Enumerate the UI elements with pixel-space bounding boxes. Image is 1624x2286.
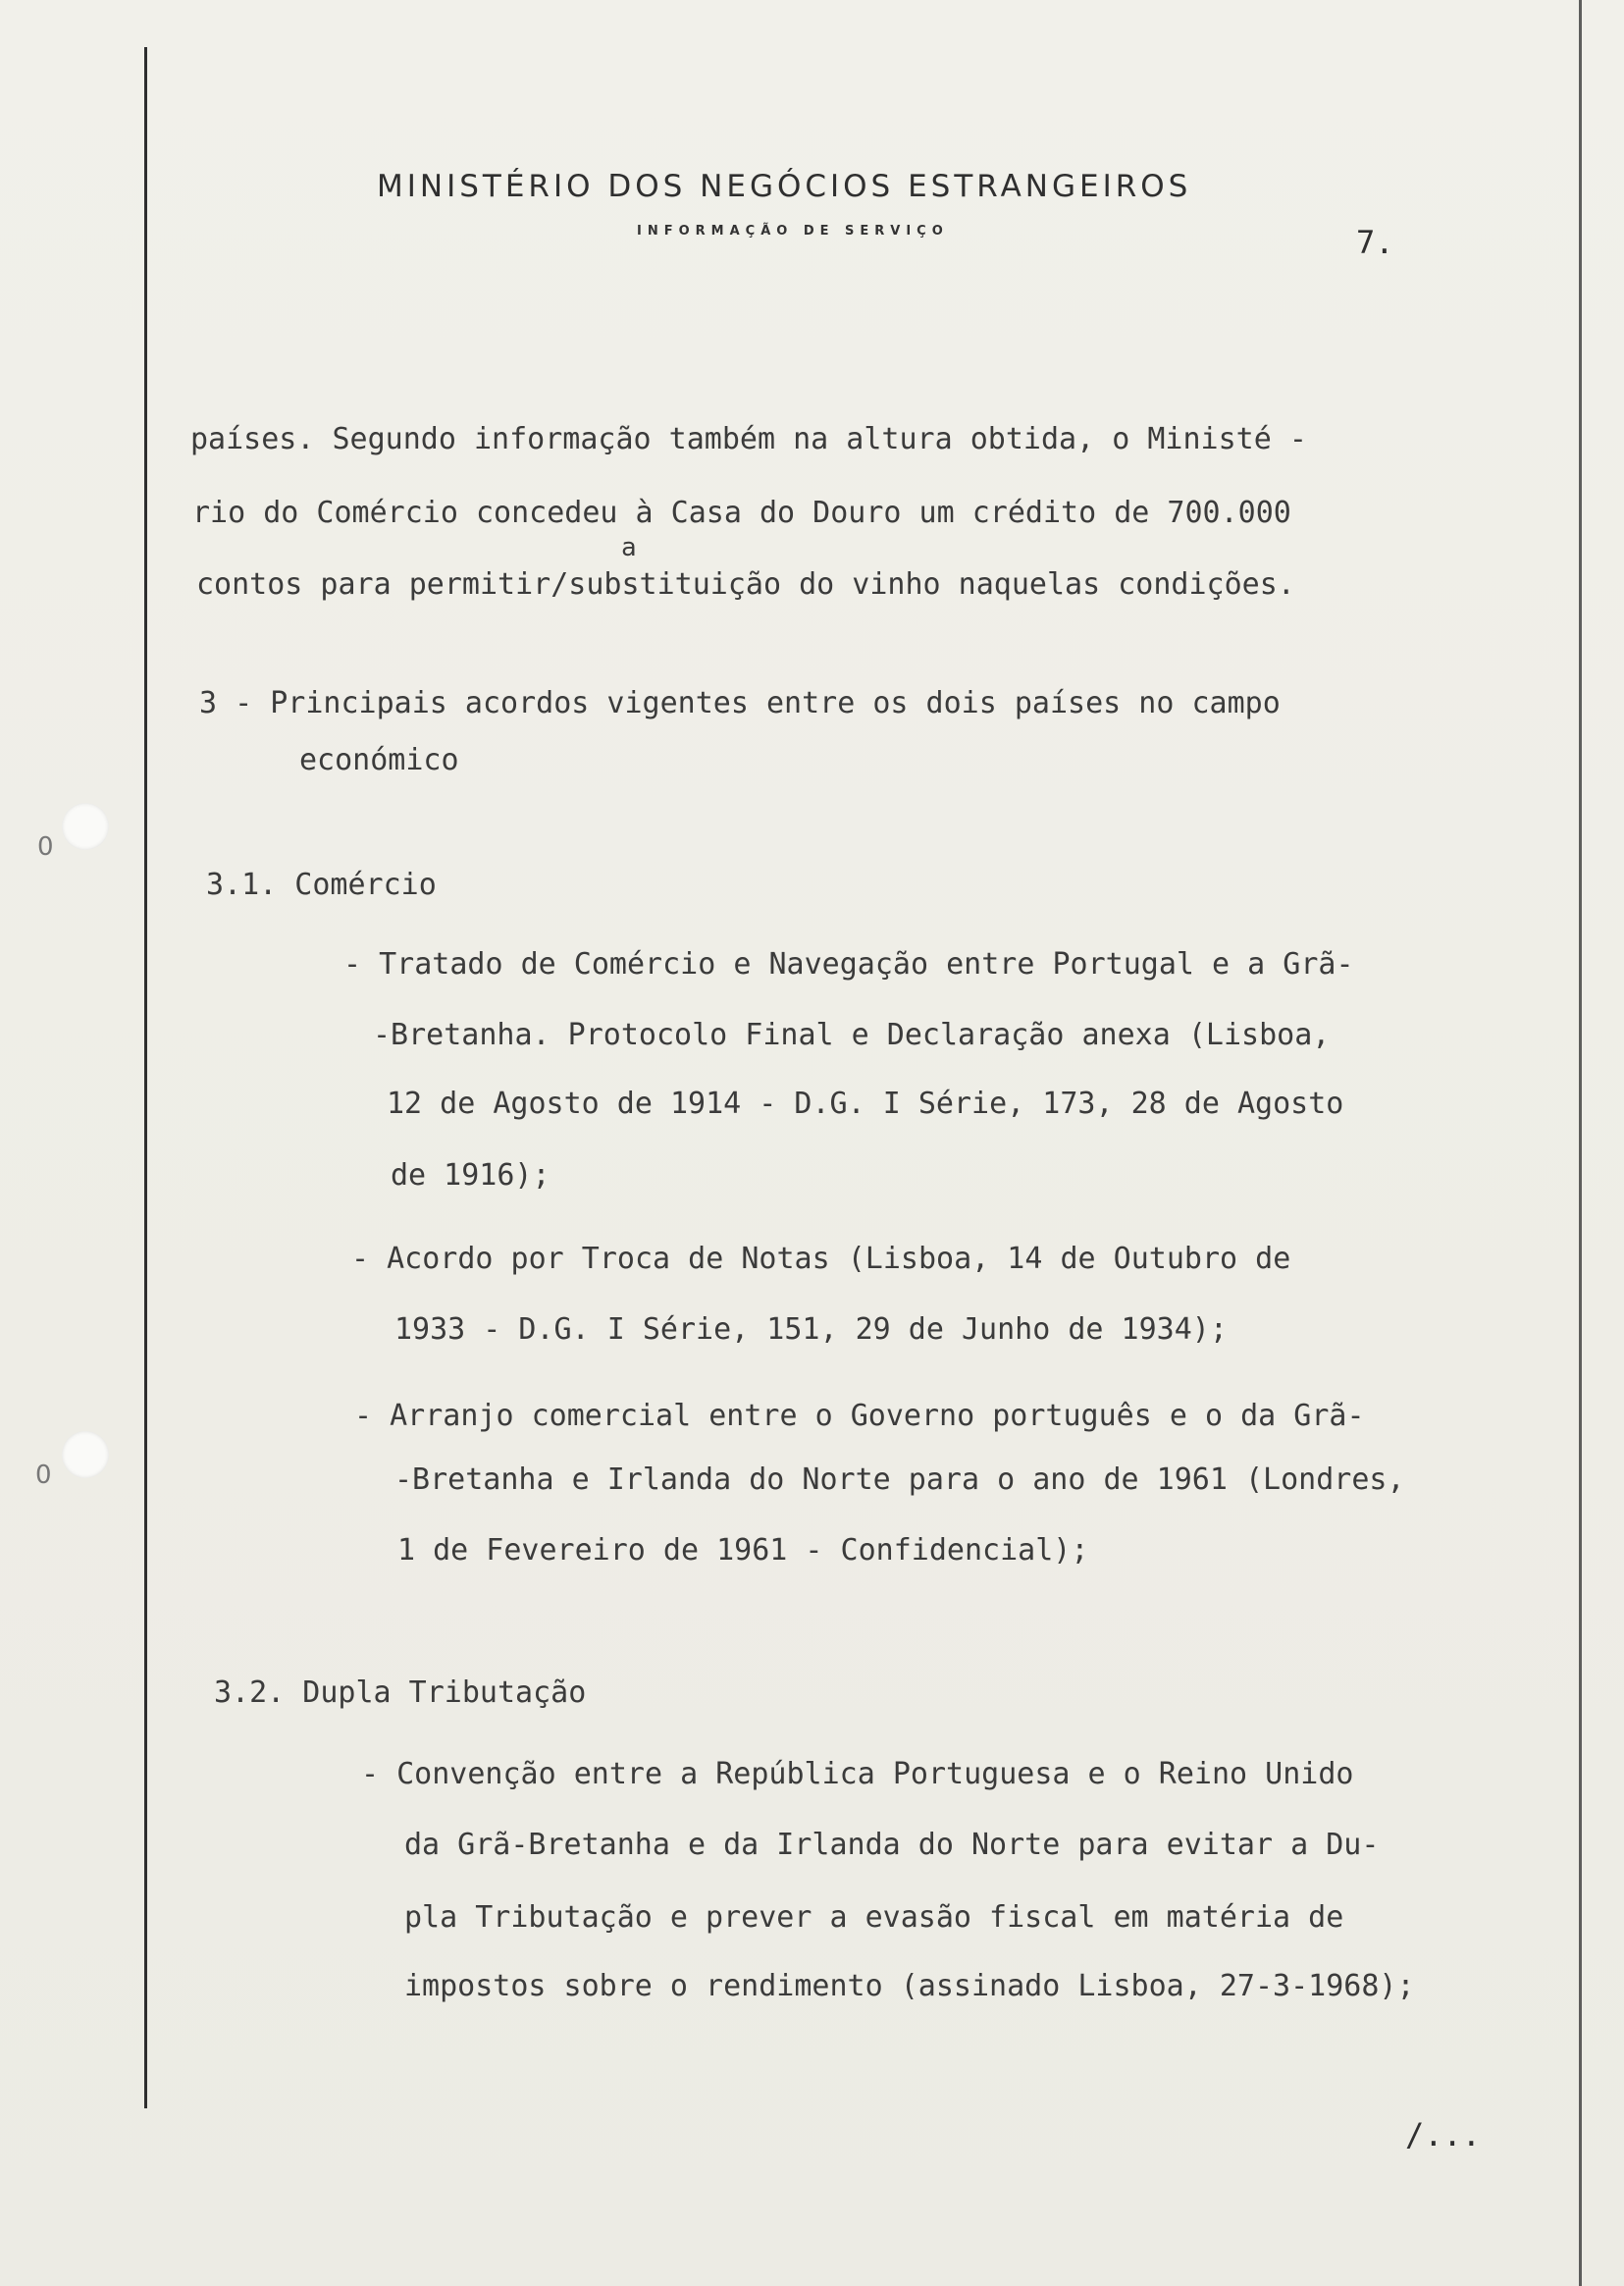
- item-3-2-a-line-1: - Convenção entre a República Portuguesa e o Reino Unido: [361, 1757, 1354, 1791]
- item-3-1-c-line-1: - Arranjo comercial entre o Governo português e o da Grã-: [354, 1399, 1365, 1433]
- item-3-2-a-line-4: impostos sobre o rendimento (assinado Lisboa, 27-3-1968);: [404, 1969, 1415, 2003]
- item-3-1-c-line-2: -Bretanha e Irlanda do Norte para o ano de 1961 (Londres,: [394, 1462, 1405, 1497]
- item-3-1-a-line-1: - Tratado de Comércio e Navegação entre Portugal e a Grã-: [343, 947, 1354, 982]
- hole-mark-bottom: 0: [35, 1461, 52, 1490]
- intro-line-2: rio do Comércio concedeu à Casa do Douro um crédito de 700.000: [192, 496, 1291, 530]
- punch-hole-top: [62, 803, 109, 850]
- section-3-1-heading: 3.1. Comércio: [206, 868, 437, 902]
- item-3-2-a-line-3: pla Tributação e prever a evasão fiscal em matéria de: [404, 1900, 1344, 1935]
- item-3-1-b-line-1: - Acordo por Troca de Notas (Lisboa, 14 de Outubro de: [351, 1242, 1291, 1276]
- intro-line-1: países. Segundo informação também na altura obtida, o Ministé -: [190, 422, 1307, 456]
- punch-hole-bottom: [62, 1431, 109, 1478]
- intro-line-3: contos para permitir/substituição do vinho naquelas condições.: [196, 567, 1295, 602]
- section-3-heading-cont: económico: [299, 743, 459, 777]
- section-3-2-heading: 3.2. Dupla Tributação: [214, 1675, 587, 1710]
- item-3-1-b-line-2: 1933 - D.G. I Série, 151, 29 de Junho de 1934);: [394, 1312, 1228, 1347]
- page-number: 7.: [1356, 224, 1394, 261]
- item-3-1-a-line-4: de 1916);: [391, 1158, 550, 1193]
- item-3-2-a-line-2: da Grã-Bretanha e da Irlanda do Norte para evitar a Du-: [404, 1828, 1380, 1862]
- item-3-1-a-line-2: -Bretanha. Protocolo Final e Declaração anexa (Lisboa,: [373, 1018, 1331, 1052]
- hole-mark-top: 0: [37, 832, 54, 862]
- interlinear-insert: a: [621, 533, 637, 562]
- item-3-1-a-line-3: 12 de Agosto de 1914 - D.G. I Série, 173, 28 de Agosto: [387, 1087, 1344, 1121]
- right-edge-rule: [1579, 0, 1582, 2286]
- section-3-heading: 3 - Principais acordos vigentes entre os dois países no campo: [199, 686, 1281, 720]
- left-margin-rule: [144, 47, 147, 2108]
- item-3-1-c-line-3: 1 de Fevereiro de 1961 - Confidencial);: [397, 1533, 1089, 1568]
- ministry-subtitle: INFORMAÇÃO DE SERVIÇO: [637, 224, 949, 239]
- continuation-mark: /...: [1405, 2116, 1482, 2153]
- ministry-title: MINISTÉRIO DOS NEGÓCIOS ESTRANGEIROS: [377, 169, 1192, 204]
